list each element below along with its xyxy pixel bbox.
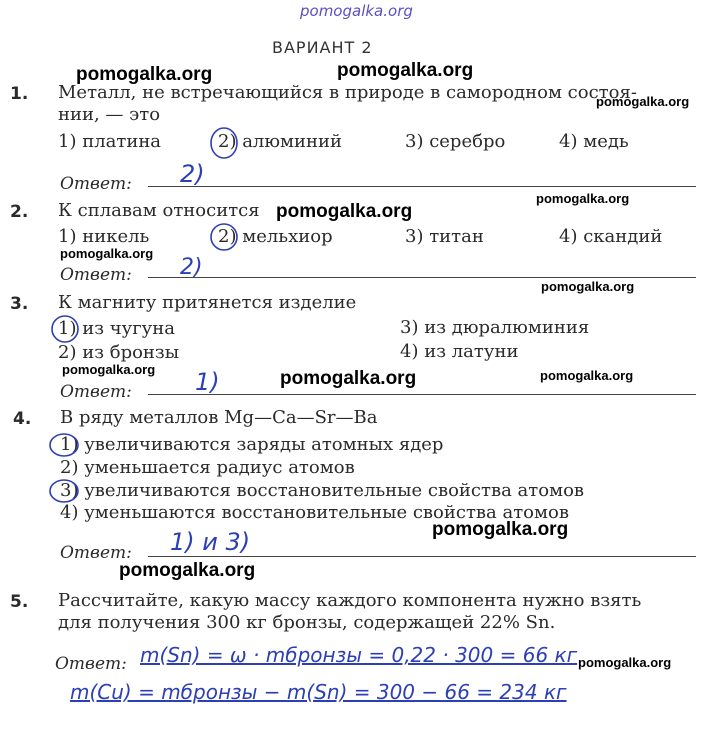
watermark: pomogalka.org xyxy=(76,64,213,85)
question-number: 4. xyxy=(13,409,32,429)
answer-option[interactable]: 3) из дюралюминия xyxy=(400,317,590,338)
watermark: pomogalka.org xyxy=(276,201,413,222)
answer-line xyxy=(148,556,696,557)
watermark: pomogalka.org xyxy=(432,519,569,540)
answer-label: Ответ: xyxy=(60,382,132,402)
answer-option[interactable]: 1) никель xyxy=(58,226,150,247)
answer-option[interactable]: 1) платина xyxy=(58,131,162,152)
watermark: pomogalka.org xyxy=(337,60,474,81)
question-number: 3. xyxy=(10,294,29,314)
watermark: pomogalka.org xyxy=(119,560,256,581)
answer-option[interactable]: 1) увеличиваются заряды атомных ядер xyxy=(60,434,444,455)
answer-option[interactable]: 2) уменьшается радиус атомов xyxy=(60,457,355,478)
answer-label: Ответ: xyxy=(55,654,127,674)
handwritten-answer: 2) xyxy=(180,160,205,188)
question-number: 1. xyxy=(10,84,29,104)
answer-option[interactable]: 2) мельхиор xyxy=(218,226,333,247)
watermark: pomogalka.org xyxy=(62,362,156,377)
question-text: нии, — это xyxy=(58,104,161,125)
watermark: pomogalka.org xyxy=(541,279,635,294)
question-text: К сплавам относится xyxy=(58,200,260,221)
question-text: Металл, не встречающийся в природе в самородном состоя- xyxy=(58,82,637,103)
answer-label: Ответ: xyxy=(60,543,132,563)
answer-line xyxy=(148,186,696,187)
answer-label: Ответ: xyxy=(60,174,132,194)
site-header-link[interactable]: pomogalka.org xyxy=(300,2,413,20)
answer-option[interactable]: 4) уменьшаются восстановительные свойства атомов xyxy=(60,502,569,523)
answer-option[interactable]: 4) из латуни xyxy=(400,341,519,362)
answer-option[interactable]: 4) скандий xyxy=(559,226,663,247)
watermark: pomogalka.org xyxy=(578,655,672,670)
question-text: В ряду металлов Mg—Ca—Sr—Ba xyxy=(60,407,378,428)
handwritten-solution-line: m(Cu) = mбронзы − m(Sn) = 300 − 66 = 234 кг xyxy=(70,680,567,704)
question-number: 2. xyxy=(10,202,29,222)
question-text: Рассчитайте, какую массу каждого компонента нужно взять xyxy=(58,590,642,611)
watermark: pomogalka.org xyxy=(596,94,690,109)
question-text: К магниту притянется изделие xyxy=(58,292,357,313)
answer-option[interactable]: 2) из бронзы xyxy=(58,342,180,363)
watermark: pomogalka.org xyxy=(536,191,630,206)
answer-option[interactable]: 3) серебро xyxy=(405,131,506,152)
watermark: pomogalka.org xyxy=(60,246,154,261)
answer-option[interactable]: 1) из чугуна xyxy=(58,318,175,339)
answer-option[interactable]: 4) медь xyxy=(559,131,629,152)
answer-line xyxy=(148,277,696,278)
watermark: pomogalka.org xyxy=(540,368,634,383)
watermark: pomogalka.org xyxy=(280,368,417,389)
handwritten-solution-line: m(Sn) = ω · mбронзы = 0,22 · 300 = 66 кг xyxy=(140,643,578,667)
answer-option[interactable]: 3) титан xyxy=(405,226,484,247)
variant-title: ВАРИАНТ 2 xyxy=(272,38,373,57)
answer-option[interactable]: 2) алюминий xyxy=(218,131,343,152)
question-number: 5. xyxy=(10,592,29,612)
answer-label: Ответ: xyxy=(60,265,132,285)
handwritten-answer: 1) и 3) xyxy=(170,528,251,556)
question-text: для получения 300 кг бронзы, содержащей 22% Sn. xyxy=(58,612,556,633)
answer-option[interactable]: 3) увеличиваются восстановительные свойства атомов xyxy=(60,480,585,501)
answer-line xyxy=(148,394,696,395)
handwritten-answer: 1) xyxy=(195,368,220,396)
handwritten-answer: 2) xyxy=(180,255,203,280)
